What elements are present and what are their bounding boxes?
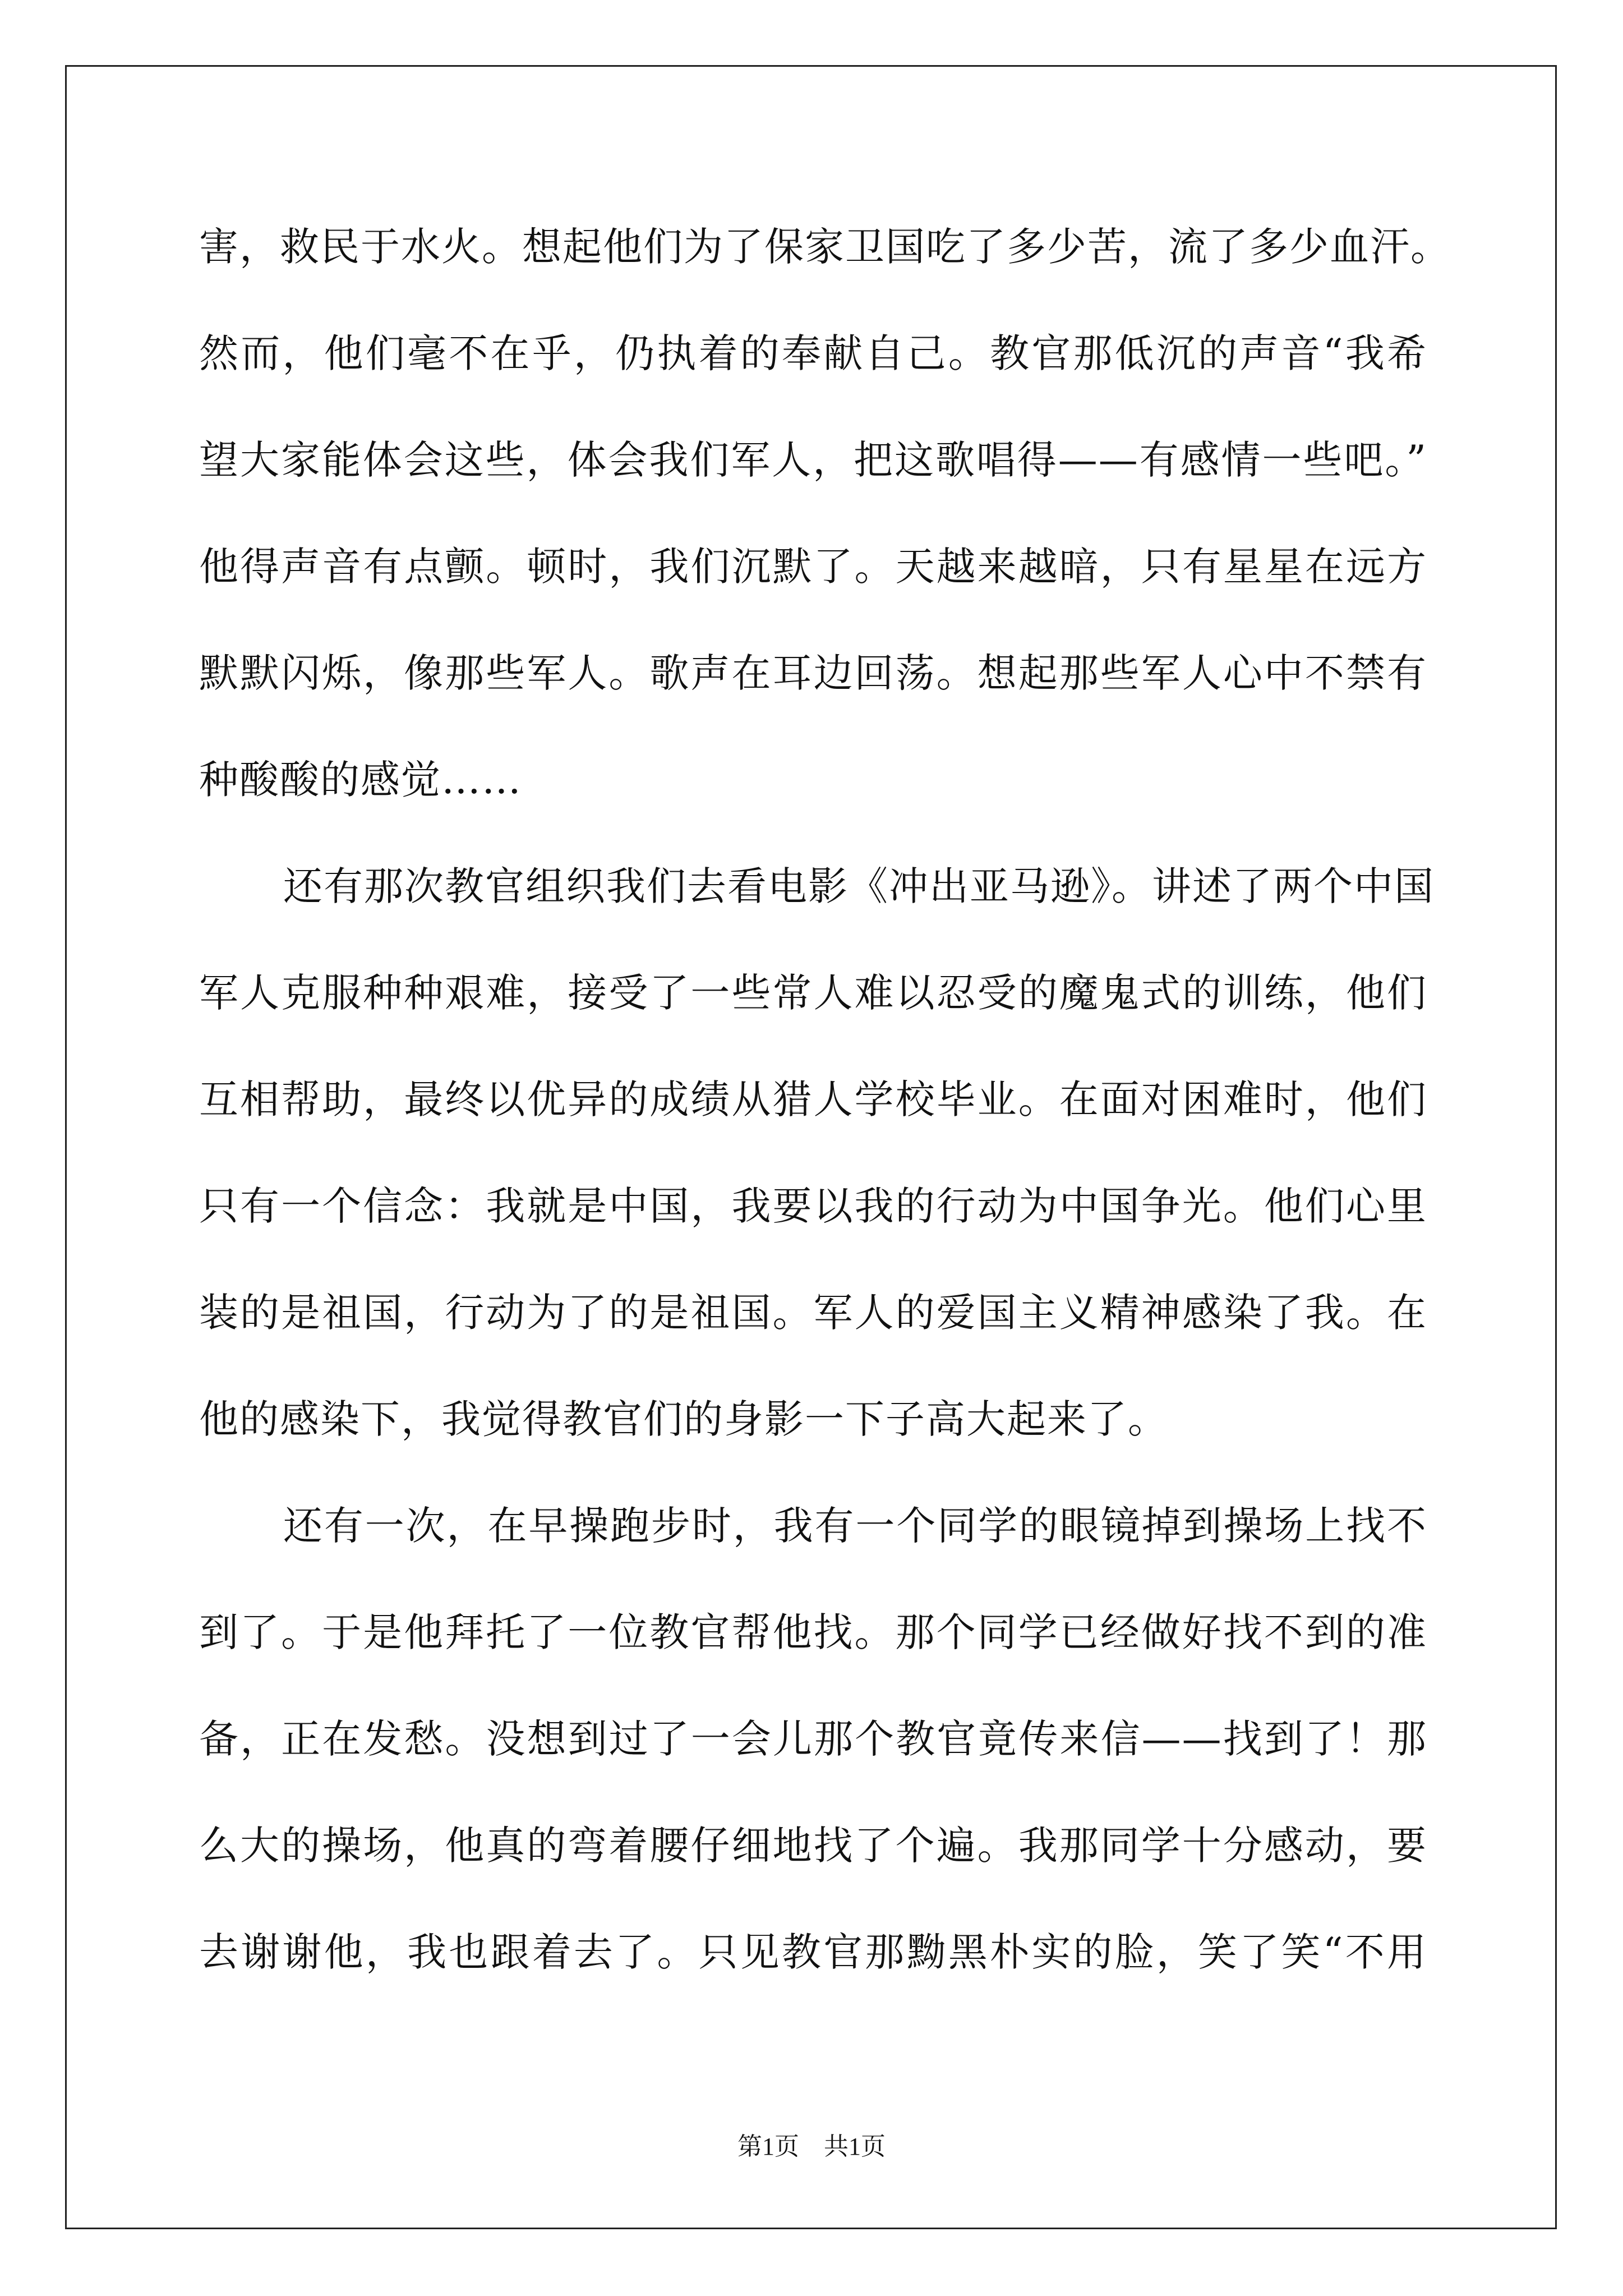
text-line: 互相帮助，最终以优异的成绩从猎人学校毕业。在面对困难时，他们 [199, 1076, 1427, 1122]
text-line: 默默闪烁，像那些军人。歌声在耳边回荡。想起那些军人心中不禁有 [199, 650, 1427, 696]
text-line: 去谢谢他，我也跟着去了。只见教官那黝黑朴实的脸，笑了笑“不用 [199, 1929, 1427, 1975]
text-line: 军人克服种种艰难，接受了一些常人难以忍受的魔鬼式的训练，他们 [199, 970, 1427, 1016]
text-line: 装的是祖国，行动为了的是祖国。军人的爱国主义精神感染了我。在 [199, 1290, 1427, 1336]
text-line: 然而，他们毫不在乎，仍执着的奉献自己。教官那低沉的声音“我希 [199, 330, 1427, 376]
text-line: 害，救民于水火。想起他们为了保家卫国吃了多少苦，流了多少血汗。 [199, 224, 1451, 270]
page-number-footer: 第1页 共1页 [737, 2133, 886, 2160]
text-line: 只有一个信念：我就是中国，我要以我的行动为中国争光。他们心里 [199, 1183, 1427, 1229]
text-line: 望大家能体会这些，体会我们军人，把这歌唱得——有感情一些吧。” [199, 437, 1427, 483]
paragraph-first-line: 还有那次教官组织我们去看电影《冲出亚马逊》。讲述了两个中国 [283, 863, 1435, 909]
paragraph-first-line: 还有一次，在早操跑步时，我有一个同学的眼镜掉到操场上找不 [283, 1503, 1427, 1549]
text-line: 他得声音有点颤。顿时，我们沉默了。天越来越暗，只有星星在远方 [199, 544, 1427, 590]
text-line: 到了。于是他拜托了一位教官帮他找。那个同学已经做好找不到的准 [199, 1609, 1427, 1655]
text-line: 备，正在发愁。没想到过了一会儿那个教官竟传来信——找到了！那 [199, 1716, 1427, 1762]
text-line: 么大的操场，他真的弯着腰仔细地找了个遍。我那同学十分感动，要 [199, 1823, 1427, 1869]
document-body [199, 194, 1451, 2005]
text-line: 他的感染下，我觉得教官们的身影一下子高大起来了。 [199, 1396, 1168, 1442]
text-line: 种酸酸的感觉…… [199, 757, 522, 803]
